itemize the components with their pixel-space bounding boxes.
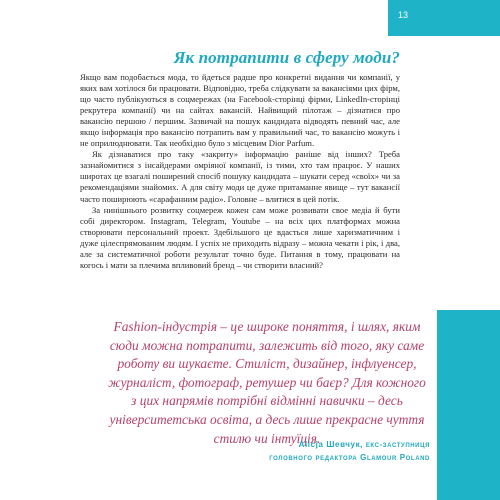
page-number: 13 — [398, 10, 409, 20]
section-heading: Як потрапити в сферу моди? — [173, 48, 400, 67]
paragraph: За нинішнього розвитку соцмереж кожен сам може розвивати свое медіа й бути собі директором. Instagram, Telegram, Youtube – на всіх цих платформах можна створювати персональний проект. Здебільшого це вдасться лише харизматичним і дуже цілеспрямованим людям. І успіх не приходить відразу – можна чекати і рік, і два, але за систематичної роботи результат точно буде. Питання в тому, працювати на когось і мати за плечима впливовий бренд – чи створити власний? — [80, 204, 400, 270]
side-accent-bar — [437, 310, 500, 500]
attribution-name: Аlicja Шевчук, — [298, 440, 363, 449]
paragraph: Як дізнаватися про таку «закриту» інформацію раніше від інших? Треба зазнайомитися з інсайдерами омріяної компанії, із тими, хто там працює. У наших широтах це взагалі поширений спосіб пошуку кандидата – шукати серед «своїх» чи за рекомендаціями знайомих. А для світу моди це дуже притаманне явище – тут вакансії часто поширюють «сарафанним радіо». Головне – влитися в цей потік. — [80, 149, 400, 204]
pull-quote: Fashion-індустрія – це широке поняття, і шлях, яким сюди можна потрапити, залежить від того, яку саме роботу ви шукаєте. Стиліст, дизайнер, інфлуенсер, журналіст, фотограф, ретушер чи баєр? Для кожного з цих напрямів потрібні відмінні навички – десь університетська освіта, а десь лише прекрасне чуття стилю чи інтуїція. — [108, 319, 426, 446]
quote-attribution — [160, 438, 430, 464]
paragraph: Якщо вам подобається мода, то йдеться радше про конкретні видання чи компанії, у яких вам хотілося би працювати. Відповідно, треба слідкувати за вакансіями цих фірм, що часто публікуються в соцмережах (на Facebook-сторінці фірми, LinkedIn-сторінці рекрутера компанії) чи на сайтах вакансій. Найвищий пілотаж – дізнатися про вакансію першою / першим. Зазвичай на пошук кандидата відводять певний час, але якщо інформація про вакансію потрапить вам у правильний час, то вакансію можуть і не оприлюднювати. Так необхідно було з місцевим Dior Parfum. — [80, 72, 400, 149]
attribution-role: екс-заступниця — [365, 440, 430, 449]
attribution-role-continued: головного редактора Glamour Poland — [269, 453, 430, 462]
body-text — [80, 72, 400, 271]
